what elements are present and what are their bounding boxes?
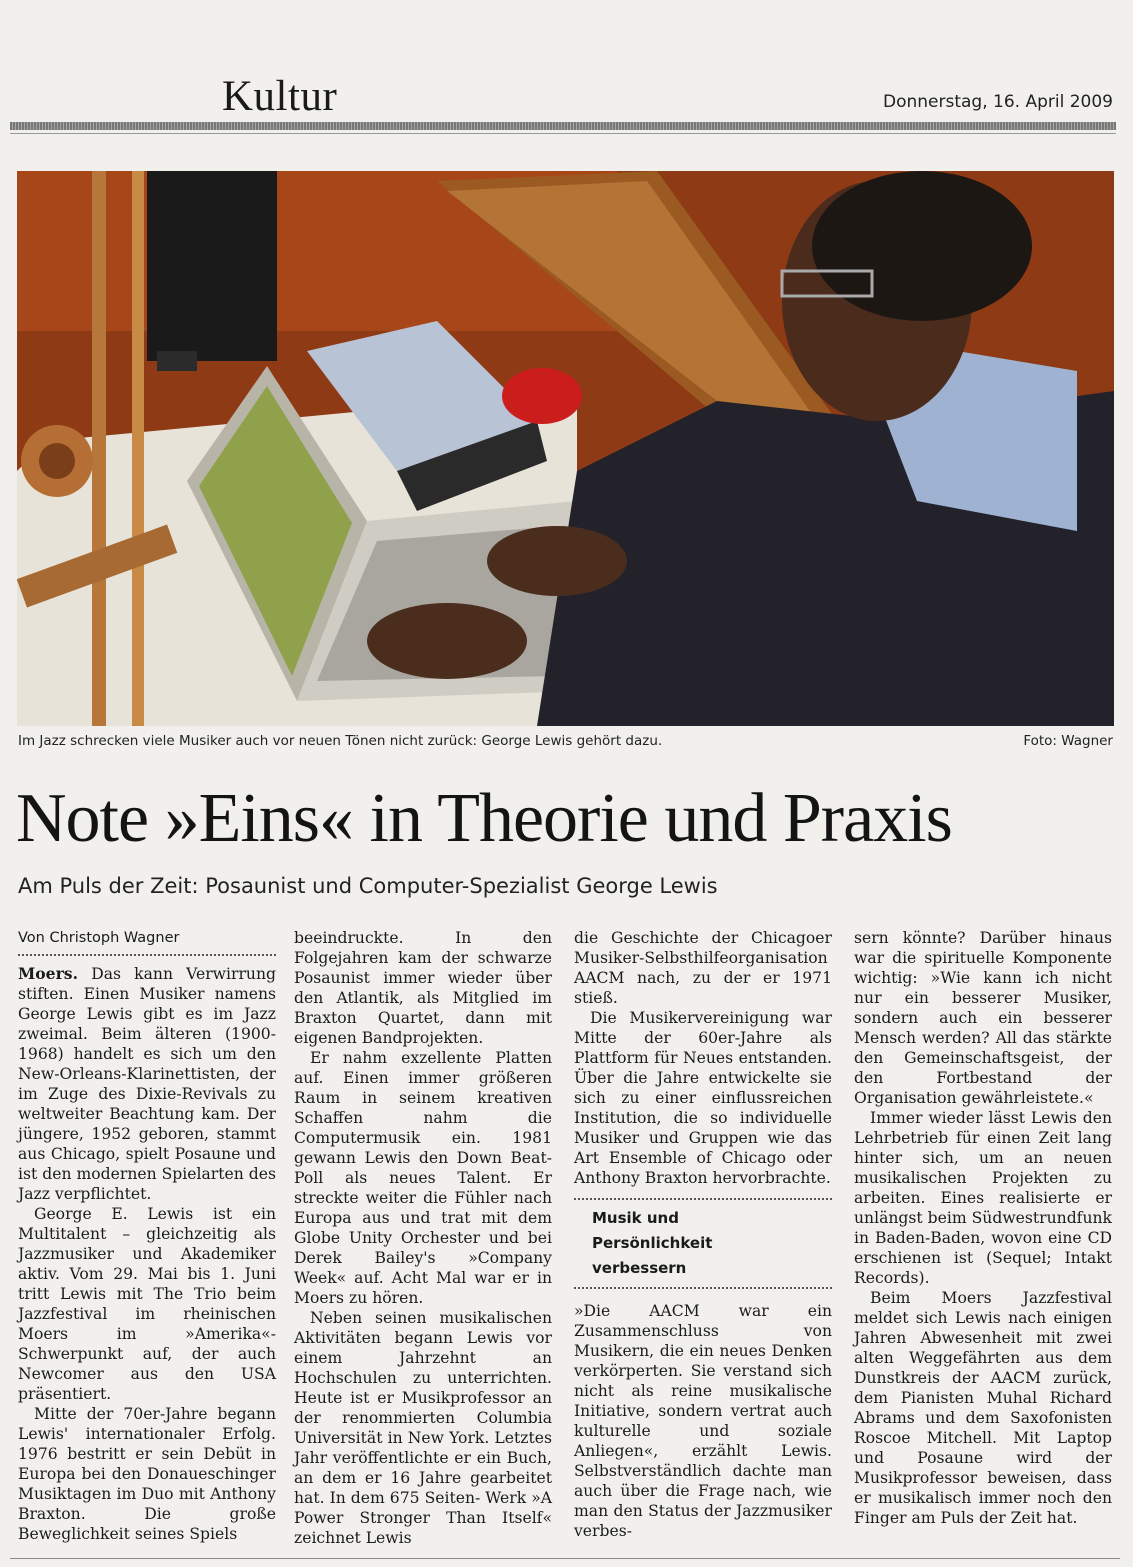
paragraph-text: Das kann Verwirrung stiften. Einen Musiker namens George Lewis gibt es im Jazz zweimal. Beim älteren (1900-1968) handelt es sich um den New-Orleans-Klarinettisten, der im Zuge des Dixie-Revivals zu weltweiter Beachtung kam. Der jüngere, 1952 geboren, stammt aus Chicago, spielt Posaune und ist den modernen Spielarten des Jazz verpflichtet. xyxy=(18,965,276,1203)
paragraph: beeindruckte. In den Folgejahren kam der schwarze Posaunist immer wieder über den Atlantik, als Mitglied im Braxton Quartet, dann mit eigenen Bandprojekten. xyxy=(294,929,552,1047)
column-2 xyxy=(294,928,552,1548)
header-rule-thin xyxy=(10,133,1116,134)
column-3 xyxy=(574,928,832,1541)
paragraph: »Die AACM war ein Zusammenschluss von Musikern, die ein neues Denken verkörperten. Sie verstand sich nicht als reine musikalische Initiative, sondern vertrat auch kulturelle und soziale Anliegen«, erzählt Lewis. Selbstverständlich dachte man auch über die Frage nach, wie man den Status der Jazzmusiker verbes- xyxy=(574,1302,832,1540)
byline: Von Christoph Wagner xyxy=(18,928,276,956)
article-photo xyxy=(17,171,1114,726)
dateline: Moers. xyxy=(18,964,79,983)
paragraph: Neben seinen musikalischen Aktivitäten begann Lewis vor einem Jahrzehnt an Hochschulen zu unterrichten. Heute ist er Musikprofessor an der renommierten Columbia Universität in New York. Letztes Jahr veröffentlichte er ein Buch, an dem er 16 Jahre gearbeitet hat. In dem 675 Seiten- Werk »A Power Stronger Than Itself« zeichnet Lewis xyxy=(294,1309,552,1547)
issue-date: Donnerstag, 16. April 2009 xyxy=(883,92,1113,112)
paragraph: Die Musikervereinigung war Mitte der 60er-Jahre als Plattform für Neues entstanden. Über die Jahre entwickelte sie sich zu einer einflussreichen Institution, die so individuelle Musiker und Gruppen wie das Art Ensemble of Chicago oder Anthony Braxton hervorbrachte. xyxy=(574,1009,832,1187)
paragraph: Mitte der 70er-Jahre begann Lewis' internationaler Erfolg. 1976 bestritt er sein Debüt in Europa bei den Donaueschinger Musiktagen im Duo mit Anthony Braxton. Die große Beweglichkeit seines Spiels xyxy=(18,1405,276,1543)
photo-illustration xyxy=(17,171,1114,726)
paragraph: Er nahm exzellente Platten auf. Einen immer größeren Raum in seinem kreativen Schaffen nahm die Computermusik ein. 1981 gewann Lewis den Down Beat-Poll als neues Talent. Er streckte weiter die Fühler nach Europa aus und trat mit dem Globe Unity Orchester und bei Derek Bailey's »Company Week« auf. Acht Mal war er in Moers zu hören. xyxy=(294,1049,552,1307)
photo-credit: Foto: Wagner xyxy=(1023,733,1113,749)
article-headline: Note »Eins« in Theorie und Praxis xyxy=(16,780,952,857)
section-title: Kultur xyxy=(222,73,338,120)
photo-caption: Im Jazz schrecken viele Musiker auch vor neuen Tönen nicht zurück: George Lewis gehört dazu. xyxy=(18,733,663,749)
column-4 xyxy=(854,928,1112,1528)
paragraph: George E. Lewis ist ein Multitalent – gleichzeitig als Jazzmusiker und Akademiker aktiv. Vom 29. Mai bis 1. Juni tritt Lewis mit The Trio beim Jazzfestival im rheinischen Moers im »Amerika«-Schwerpunkt auf, der auch Newcomer aus den USA präsentiert. xyxy=(18,1205,276,1403)
column-1 xyxy=(18,928,276,1544)
paragraph xyxy=(18,964,276,1204)
subheading-line: Musik und xyxy=(592,1209,679,1227)
paragraph: sern könnte? Darüber hinaus war die spirituelle Komponente wichtig: »Wie kann ich nicht nur ein besserer Musiker, sondern auch ein besserer Mensch werden? All das stärkte den Gemeinschaftsgeist, der den Fortbestand der Organisation gewährleistete.« xyxy=(854,929,1112,1107)
subheading-box xyxy=(574,1198,832,1289)
subheading-line: verbessern xyxy=(592,1259,687,1277)
page-bottom-rule xyxy=(10,1558,1120,1559)
header-rule xyxy=(10,122,1116,130)
paragraph: Immer wieder lässt Lewis den Lehrbetrieb für einen Zeit lang hinter sich, um an neuen musikalischen Projekten zu arbeiten. Eines realisierte er unlängst beim Südwestrundfunk in Baden-Baden, wovon eine CD erschienen ist (Sequel; Intakt Records). xyxy=(854,1109,1112,1287)
paragraph: die Geschichte der Chicagoer Musiker-Selbsthilfeorganisation AACM nach, zu der er 1971 stieß. xyxy=(574,929,832,1007)
paragraph: Beim Moers Jazzfestival meldet sich Lewis nach einigen Jahren Abwesenheit mit zwei alten Weggefährten aus dem Dunstkreis der AACM zurück, dem Pianisten Muhal Richard Abrams und dem Saxofonisten Roscoe Mitchell. Mit Laptop und Posaune wird der Musikprofessor beweisen, dass er musikalisch immer noch den Finger am Puls der Zeit hat. xyxy=(854,1289,1112,1527)
subheading-line: Persönlichkeit xyxy=(592,1234,713,1252)
article-subhead: Am Puls der Zeit: Posaunist und Computer-Spezialist George Lewis xyxy=(18,874,718,898)
